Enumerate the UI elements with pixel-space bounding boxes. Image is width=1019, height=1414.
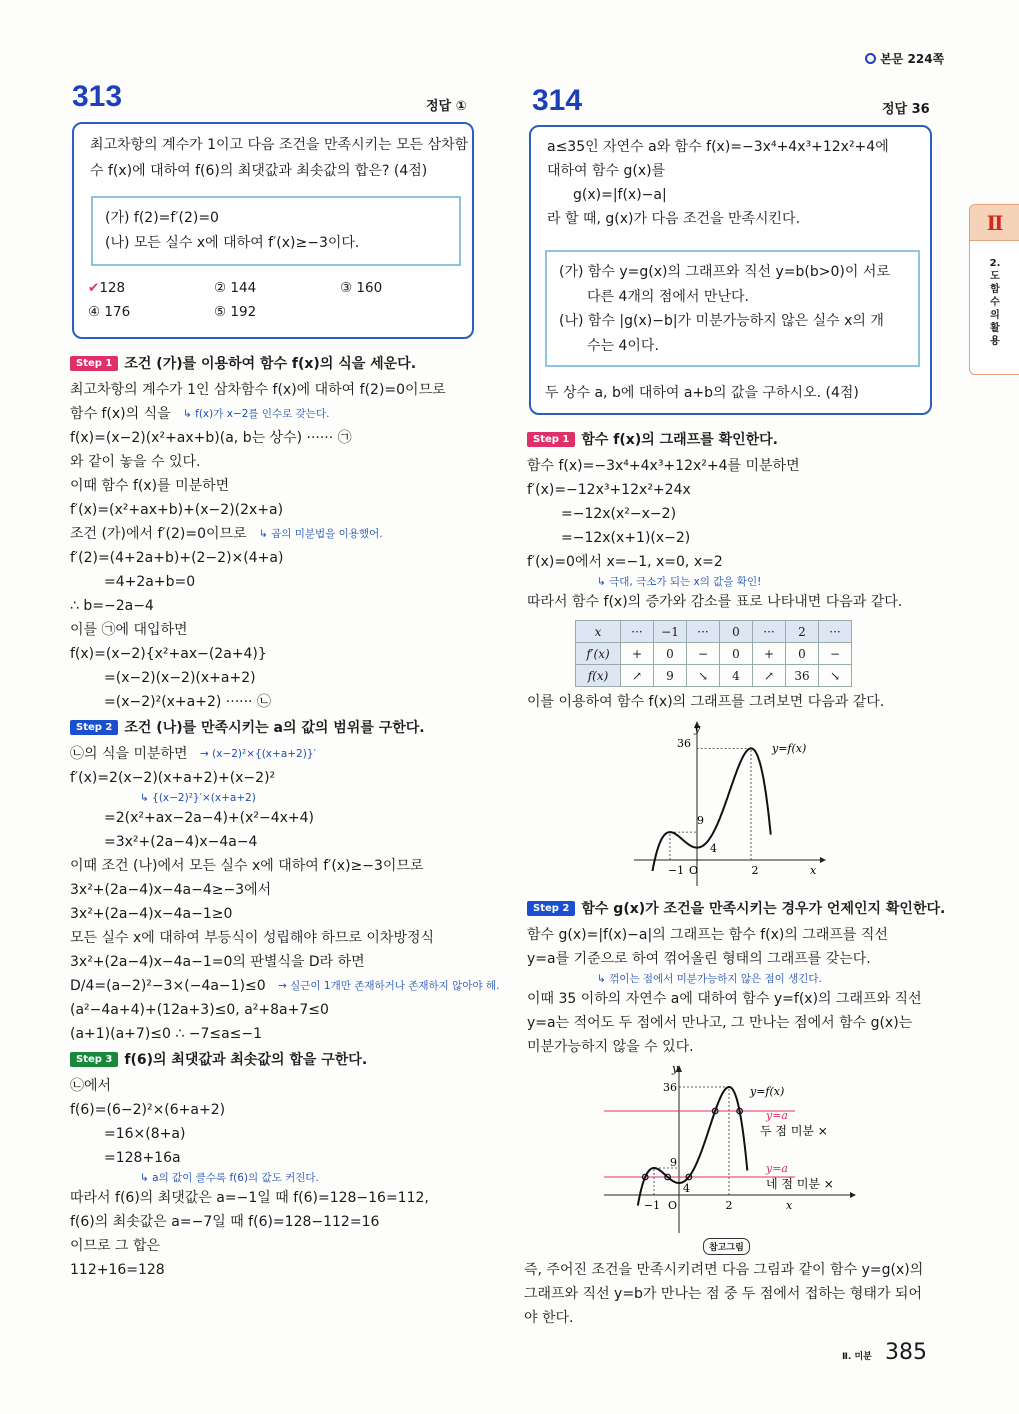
table-cell: 0 xyxy=(654,643,687,665)
question-text xyxy=(90,132,468,184)
step-heading xyxy=(527,426,932,454)
line-text: f(x)=(x−2){x²+ax−(2a+4)} xyxy=(70,646,267,662)
axis-x-label: x xyxy=(786,1199,793,1212)
line-text: 이를 ㉠에 대입하면 xyxy=(70,622,188,638)
table-cell: 36 xyxy=(786,665,819,687)
solution-line xyxy=(70,666,475,690)
axis-x-label: x xyxy=(810,864,817,877)
solution-line xyxy=(70,926,475,950)
annotation-note xyxy=(70,1170,475,1186)
axis-y-label: y xyxy=(672,1062,679,1075)
annotation-note xyxy=(70,790,475,806)
line-text: 이므로 그 합은 xyxy=(70,1238,161,1254)
label-origin: O xyxy=(668,1199,678,1212)
line-text: =2(x²+ax−2a−4)+(x²−4x+4) xyxy=(104,810,315,826)
line-text: 3x²+(2a−4)x−4a−1=0의 판별식을 D라 하면 xyxy=(70,954,365,970)
chapter-tab-label: 2. 도함수의 활용 xyxy=(989,258,1001,347)
line-text: ㉡의 식을 미분하면 xyxy=(70,746,188,762)
line-text: f′(x)=0에서 x=−1, x=0, x=2 xyxy=(527,554,723,570)
table-cell: f(x) xyxy=(576,665,621,687)
line-text: =3x²+(2a−4)x−4a−4 xyxy=(104,834,258,850)
line-text: =16×(8+a) xyxy=(104,1126,186,1142)
line-text: y=a를 기준으로 하여 꺾어올린 형태의 그래프를 갖는다. xyxy=(527,951,871,967)
step-title: 조건 (나)를 만족시키는 a의 값의 범위를 구한다. xyxy=(124,720,425,736)
line-text: 이때 조건 (나)에서 모든 실수 x에 대하여 f′(x)≥−3이므로 xyxy=(70,858,424,874)
solution-314-step2 xyxy=(527,895,946,1059)
step-heading xyxy=(70,350,475,378)
line-text: 112+16=128 xyxy=(70,1262,165,1278)
solution-line xyxy=(70,1098,475,1122)
solution-line xyxy=(70,498,475,522)
line-text: ↳ a의 값이 클수록 f(6)의 값도 커진다. xyxy=(140,1172,319,1184)
solution-line xyxy=(70,830,475,854)
solution-line xyxy=(70,546,475,570)
problem-box-313 xyxy=(72,122,474,339)
line-text: 따라서 함수 f(x)의 증가와 감소를 표로 나타내면 다음과 같다. xyxy=(527,594,903,610)
line-text: f(6)=(6−2)²×(6+a+2) xyxy=(70,1102,226,1118)
table-row xyxy=(576,643,852,665)
table-cell: x xyxy=(576,621,621,643)
chapter-tab[interactable] xyxy=(969,240,1019,375)
step-badge: Step 3 xyxy=(70,1052,118,1067)
label-2: 2 xyxy=(725,1199,733,1212)
problem-box-314 xyxy=(529,125,932,415)
reference-text: 본문 224쪽 xyxy=(880,52,945,66)
x-axis-arrow-icon xyxy=(820,857,826,863)
solution-line xyxy=(70,1186,475,1210)
solution-line xyxy=(70,522,475,546)
solution-line xyxy=(70,474,475,498)
page-reference xyxy=(865,50,944,67)
solution-line xyxy=(70,594,475,618)
label-4: 4 xyxy=(683,1182,690,1195)
x-axis-arrow-icon xyxy=(850,1192,856,1198)
step-title: 조건 (가)를 이용하여 함수 f(x)의 식을 세운다. xyxy=(124,356,417,372)
choice-3: ③ 160 xyxy=(340,280,383,296)
solution-line xyxy=(70,998,475,1022)
solution-line xyxy=(527,590,932,614)
line-text: f′(x)=−12x³+12x²+24x xyxy=(527,482,691,498)
problem-number-313: 313 xyxy=(72,80,123,113)
solution-line xyxy=(527,454,932,478)
choice-1 xyxy=(88,280,125,296)
solution-line xyxy=(70,426,475,450)
line-text: 따라서 f(6)의 최댓값은 a=−1일 때 f(6)=128−16=112, xyxy=(70,1190,429,1206)
question-line: 최고차항의 계수가 1이고 다음 조건을 만족시키는 모든 삼차함 xyxy=(90,137,469,153)
line-text: 와 같이 놓을 수 있다. xyxy=(70,454,201,470)
page-number: 385 xyxy=(884,1340,927,1365)
question-line: g(x)=|f(x)−a| xyxy=(573,187,667,203)
annotation-note xyxy=(527,574,932,590)
line-text: y=a는 적어도 두 점에서 만나고, 그 만나는 점에서 함수 g(x)는 xyxy=(527,1015,913,1031)
table-cell: ··· xyxy=(819,621,852,643)
question-ask: 두 상수 a, b에 대하여 a+b의 값을 구하시오. (4점) xyxy=(545,385,859,401)
solution-line xyxy=(70,742,475,766)
choice-1-label: 128 xyxy=(99,280,126,296)
solution-line xyxy=(70,1022,475,1046)
text-after-table: 이를 이용하여 함수 f(x)의 그래프를 그려보면 다음과 같다. xyxy=(527,694,885,710)
axis-y-label: y xyxy=(694,722,701,735)
question-line: 수 f(x)에 대하여 f(6)의 최댓값과 최솟값의 합은? (4점) xyxy=(90,163,428,179)
answer-313: 정답 ① xyxy=(426,99,467,114)
solution-line xyxy=(70,1234,475,1258)
graph-f xyxy=(630,718,830,890)
curve-label: y=f(x) xyxy=(750,1085,785,1098)
step-badge: Step 2 xyxy=(527,901,575,916)
table-row xyxy=(576,665,852,687)
table-cell: 0 xyxy=(720,621,753,643)
two-points-label: 두 점 미분 × xyxy=(760,1124,828,1138)
solution-line xyxy=(70,1210,475,1234)
solution-line xyxy=(70,642,475,666)
line-text: ↳ 꺾이는 점에서 미분가능하지 않은 점이 생긴다. xyxy=(597,973,822,985)
increase-decrease-table xyxy=(575,620,852,687)
table-cell: −1 xyxy=(654,621,687,643)
reference-graph xyxy=(600,1062,860,1237)
condition-na: (나) 모든 실수 x에 대하여 f′(x)≥−3이다. xyxy=(105,235,360,251)
question-text xyxy=(547,135,889,231)
table-cell: ··· xyxy=(753,621,786,643)
solution-line xyxy=(70,1074,475,1098)
step-badge: Step 1 xyxy=(70,356,118,371)
table-cell: − xyxy=(687,643,720,665)
line-text: ↳ 극대, 극소가 되는 x의 값을 확인! xyxy=(597,576,762,588)
table-cell: 4 xyxy=(720,665,753,687)
line-text: D/4=(a−2)²−3×(−4a−1)≤0 xyxy=(70,978,266,994)
final-line: 그래프와 직선 y=b가 만나는 점 중 두 점에서 접하는 형태가 되어 xyxy=(524,1286,922,1302)
annotation-note: ↳ f(x)가 x−2를 인수로 갖는다. xyxy=(183,408,330,420)
solution-line xyxy=(70,854,475,878)
choice-4: ④ 176 xyxy=(88,304,131,320)
table-cell: ··· xyxy=(687,621,720,643)
line-text: ∴ b=−2a−4 xyxy=(70,598,154,614)
four-points-label: 네 점 미분 × xyxy=(766,1177,834,1191)
line-text: (a+1)(a+7)≤0 ∴ −7≤a≤−1 xyxy=(70,1026,263,1042)
line-text: f′(x)=(x²+ax+b)+(x−2)(2x+a) xyxy=(70,502,284,518)
answer-314: 정답 36 xyxy=(882,102,930,117)
line-text: 함수 f(x)=−3x⁴+4x³+12x²+4를 미분하면 xyxy=(527,458,800,474)
table-cell: ↗ xyxy=(753,665,786,687)
condition-ga: (가) 함수 y=g(x)의 그래프와 직선 y=b(b>0)이 서로 xyxy=(559,264,890,280)
condition-na-cont: 수는 4이다. xyxy=(587,337,659,354)
annotation-note: → 실근이 1개만 존재하거나 존재하지 않아야 해. xyxy=(278,980,500,992)
solution-line xyxy=(527,526,932,550)
solution-line xyxy=(70,1258,475,1282)
final-line: 야 한다. xyxy=(524,1310,574,1326)
line-text: 함수 f(x)의 식을 xyxy=(70,406,171,422)
table-cell: ↘ xyxy=(687,665,720,687)
footer xyxy=(842,1340,927,1365)
line-text: f′(x)=2(x−2)(x+a+2)+(x−2)² xyxy=(70,770,276,786)
line-text: 최고차항의 계수가 1인 삼차함수 f(x)에 대하여 f(2)=0이므로 xyxy=(70,382,446,398)
label-36: 36 xyxy=(663,1081,677,1094)
label-9: 9 xyxy=(670,1156,677,1169)
line-text: ㉡에서 xyxy=(70,1078,112,1094)
label-minus1: −1 xyxy=(643,1199,661,1212)
label-9: 9 xyxy=(697,814,704,827)
line-text: =(x−2)²(x+a+2) ······ ㉡ xyxy=(104,694,271,710)
solution-line xyxy=(70,1122,475,1146)
label-36: 36 xyxy=(677,737,691,750)
line-text: 미분가능하지 않을 수 있다. xyxy=(527,1039,694,1055)
line-text: ↳ {(x−2)²}′×(x+a+2) xyxy=(140,792,256,804)
table-row xyxy=(576,621,852,643)
circle-bullet-icon xyxy=(865,53,876,64)
line-a-label-low: y=a xyxy=(766,1162,788,1175)
line-text: 3x²+(2a−4)x−4a−4≥−3에서 xyxy=(70,882,272,898)
line-text: 조건 (가)에서 f′(2)=0이므로 xyxy=(70,526,247,542)
solution-line xyxy=(527,923,932,947)
step-heading xyxy=(70,1046,475,1074)
solution-line xyxy=(527,947,932,971)
final-text xyxy=(524,1258,923,1330)
solution-line xyxy=(70,1146,475,1170)
check-mark-icon: ✔ xyxy=(88,280,100,296)
solution-line xyxy=(527,987,932,1011)
step-heading xyxy=(527,895,946,923)
solution-line xyxy=(70,766,475,790)
line-text: f′(2)=(4+2a+b)+(2−2)×(4+a) xyxy=(70,550,284,566)
line-text: f(6)의 최솟값은 a=−7일 때 f(6)=128−112=16 xyxy=(70,1214,380,1230)
question-line: 라 할 때, g(x)가 다음 조건을 만족시킨다. xyxy=(547,211,801,227)
solution-line xyxy=(70,806,475,830)
table-cell: 9 xyxy=(654,665,687,687)
solution-line xyxy=(527,550,932,574)
line-text: =(x−2)(x−2)(x+a+2) xyxy=(104,670,256,686)
choice-5: ⑤ 192 xyxy=(214,304,257,320)
annotation-note: → (x−2)²×{(x+a+2)}′ xyxy=(200,748,316,760)
conditions-box xyxy=(545,250,920,367)
solution-314-step1 xyxy=(527,426,932,614)
condition-na: (나) 함수 |g(x)−b|가 미분가능하지 않은 실수 x의 개 xyxy=(559,313,884,329)
question-line: a≤35인 자연수 a와 함수 f(x)=−3x⁴+4x³+12x²+4에 xyxy=(547,139,889,155)
table-cell: ↗ xyxy=(621,665,654,687)
table-cell: ··· xyxy=(621,621,654,643)
solution-line xyxy=(527,478,932,502)
step-title: 함수 f(x)의 그래프를 확인한다. xyxy=(581,432,778,448)
chapter-tab-roman[interactable]: Ⅱ xyxy=(969,204,1019,242)
step-title: 함수 g(x)가 조건을 만족시키는 경우가 언제인지 확인한다. xyxy=(581,901,946,917)
choice-2: ② 144 xyxy=(214,280,257,296)
solution-line xyxy=(70,690,475,714)
solution-line xyxy=(70,902,475,926)
annotation-note: ↳ 곱의 미분법을 이용했어. xyxy=(259,528,383,540)
label-2: 2 xyxy=(751,864,759,877)
increase-decrease-table-grid xyxy=(575,620,852,687)
step-badge: Step 1 xyxy=(527,432,575,447)
curve-y-equals-f-x xyxy=(638,1087,748,1206)
solution-line xyxy=(70,450,475,474)
line-a-label-high: y=a xyxy=(766,1109,788,1122)
solution-line xyxy=(527,1011,932,1035)
solution-line xyxy=(70,618,475,642)
solution-line xyxy=(70,402,475,426)
solution-line xyxy=(527,502,932,526)
table-cell: − xyxy=(819,643,852,665)
condition-ga: (가) f(2)=f′(2)=0 xyxy=(105,210,219,226)
line-text: 이때 함수 f(x)를 미분하면 xyxy=(70,478,230,494)
label-4: 4 xyxy=(710,842,717,855)
table-cell: + xyxy=(621,643,654,665)
line-text: 이때 35 이하의 자연수 a에 대하여 함수 y=f(x)의 그래프와 직선 xyxy=(527,991,922,1007)
solution-line xyxy=(70,950,475,974)
problem-number-314: 314 xyxy=(532,84,583,117)
line-text: 3x²+(2a−4)x−4a−1≥0 xyxy=(70,906,233,922)
reference-caption: 참고그림 xyxy=(703,1238,750,1255)
solution-line xyxy=(70,570,475,594)
table-cell: ↘ xyxy=(819,665,852,687)
annotation-note xyxy=(527,971,932,987)
line-text: f(x)=(x−2)(x²+ax+b)(a, b는 상수) ······ ㉠ xyxy=(70,430,352,446)
step-heading xyxy=(70,714,475,742)
line-text: =4+2a+b=0 xyxy=(104,574,196,590)
step-badge: Step 2 xyxy=(70,720,118,735)
step-title: f(6)의 최댓값과 최솟값의 합을 구한다. xyxy=(124,1052,368,1068)
solution-313 xyxy=(70,350,500,1282)
conditions-box xyxy=(91,196,461,266)
question-line: 대하여 함수 g(x)를 xyxy=(547,163,666,179)
solution-line xyxy=(70,878,475,902)
line-text: =−12x(x+1)(x−2) xyxy=(561,530,691,546)
solution-line xyxy=(527,1035,932,1059)
solution-line xyxy=(70,378,475,402)
solution-line xyxy=(70,974,500,998)
line-text: 모든 실수 x에 대하여 부등식이 성립해야 하므로 이차방정식 xyxy=(70,930,435,946)
table-cell: 2 xyxy=(786,621,819,643)
label-minus1: −1 xyxy=(667,864,685,877)
line-text: (a²−4a+4)+(12a+3)≤0, a²+8a+7≤0 xyxy=(70,1002,329,1018)
footer-section: Ⅱ. 미분 xyxy=(842,1352,872,1362)
curve-label: y=f(x) xyxy=(772,742,807,755)
table-cell: f′(x) xyxy=(576,643,621,665)
label-origin: O xyxy=(689,864,699,877)
table-cell: + xyxy=(753,643,786,665)
condition-ga-cont: 다른 4개의 점에서 만난다. xyxy=(587,288,749,305)
table-cell: 0 xyxy=(786,643,819,665)
line-text: =−12x(x²−x−2) xyxy=(561,506,677,522)
line-text: 함수 g(x)=|f(x)−a|의 그래프는 함수 f(x)의 그래프를 직선 xyxy=(527,927,888,943)
final-line: 즉, 주어진 조건을 만족시키려면 다음 그림과 같이 함수 y=g(x)의 xyxy=(524,1262,924,1278)
table-cell: 0 xyxy=(720,643,753,665)
line-text: =128+16a xyxy=(104,1150,181,1166)
